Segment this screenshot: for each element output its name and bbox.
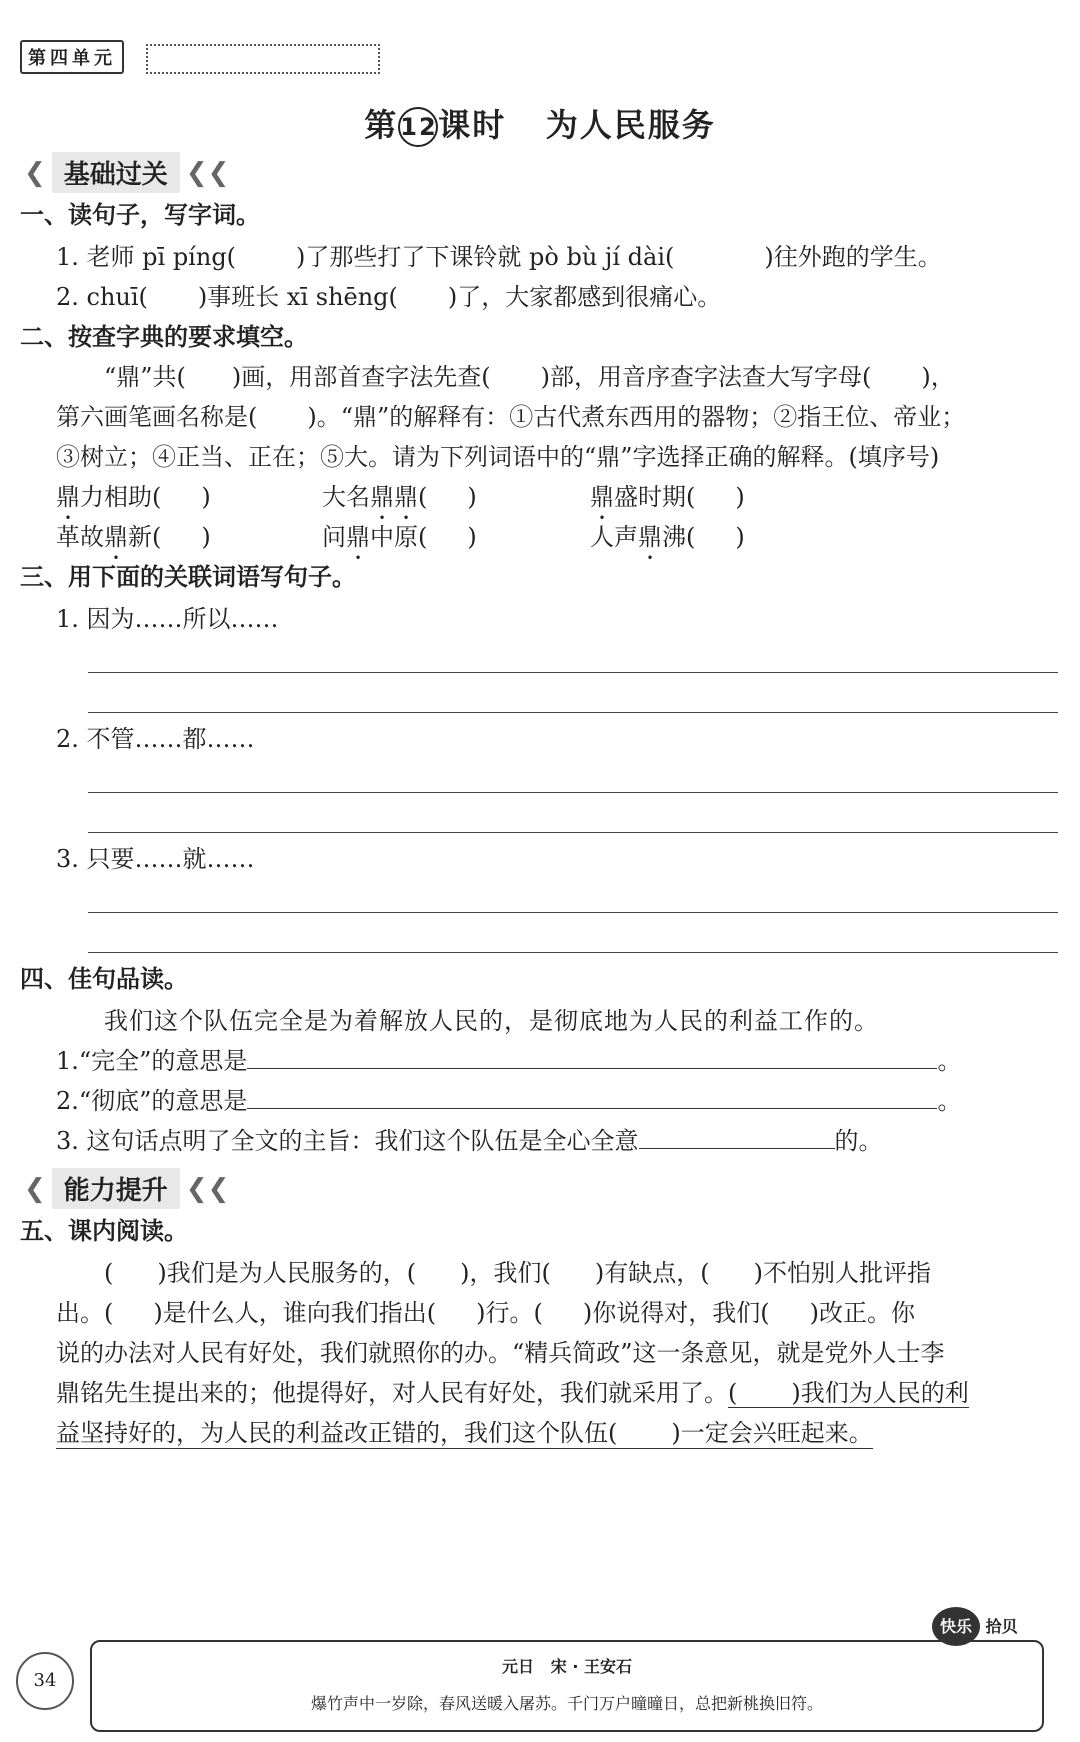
s5-line-2 <box>56 1298 915 1328</box>
word-char-ding: 鼎 <box>370 483 394 511</box>
paren-close: ) <box>467 523 477 551</box>
banner-basic <box>18 152 235 193</box>
banner-ability-label: 能力提升 <box>52 1168 180 1209</box>
s2-p1-b: )画，用部首查字法先查( <box>231 363 491 391</box>
paren-open: ( <box>418 523 428 551</box>
chevron-double-left-icon: ❮❮ <box>185 157 230 188</box>
poem-text: 爆竹声中一岁除，春风送暖入屠苏。千门万户曈曈日，总把新桃换旧符。 <box>310 1694 823 1713</box>
period: 。 <box>937 1087 962 1115</box>
word-ding-li-xiang-zhu <box>56 482 211 525</box>
section-2-heading: 二、按查字典的要求填空。 <box>20 323 308 351</box>
paren-close: ) <box>735 523 745 551</box>
page-number: 34 <box>16 1652 74 1710</box>
logo-main: 快乐 <box>932 1607 980 1646</box>
s4-q2-label: 2.“彻底”的意思是 <box>56 1087 248 1115</box>
word-char-ding: 鼎 <box>346 523 370 551</box>
s1-line-1 <box>56 242 942 272</box>
s4-q1-label: 1.“完全”的意思是 <box>56 1047 248 1075</box>
s2-p2-b: )。“鼎”的解释有：①古代煮东西用的器物；②指王位、帝业； <box>307 403 966 431</box>
section-4-heading: 四、佳句品读。 <box>20 965 188 993</box>
s4-q1 <box>56 1046 961 1076</box>
section-1-heading: 一、读句子，写字词。 <box>20 201 260 229</box>
poem-author: 宋 · 王安石 <box>550 1657 632 1676</box>
answer-line[interactable] <box>88 912 1058 913</box>
paren-open: ( <box>686 523 696 551</box>
paren-open: ( <box>686 483 696 511</box>
r4b: ( <box>728 1379 738 1407</box>
s3-q3: 3. 只要……就…… <box>56 845 255 873</box>
chevron-left-icon: ❮ <box>24 1173 46 1204</box>
word-char-ding: 鼎 <box>104 523 128 551</box>
answer-line[interactable] <box>88 952 1058 953</box>
word-rest: 盛时期 <box>614 483 686 511</box>
lesson-name: 为人民服务 <box>545 106 716 144</box>
s4-quote: 我们这个队伍完全是为着解放人民的，是彻底地为人民的利益工作的。 <box>104 1007 879 1035</box>
s2-p2-a: 第六画笔画名称是( <box>56 403 258 431</box>
word-head: 大名 <box>322 483 370 511</box>
banner-basic-label: 基础过关 <box>52 152 180 193</box>
answer-line[interactable] <box>88 672 1058 673</box>
s2-para-2 <box>56 402 965 432</box>
r4c: )我们为人民的利 <box>791 1379 969 1407</box>
word-char-ding: 鼎 <box>394 483 418 511</box>
word-ren-sheng-ding-fei <box>590 522 745 565</box>
r1a: ( <box>104 1259 114 1287</box>
s2-p1-c: )部，用音序查字法查大写字母( <box>540 363 872 391</box>
r1d: )有缺点，( <box>594 1259 710 1287</box>
r5b: )一定会兴旺起来。 <box>671 1419 873 1447</box>
paren-close: ) <box>201 523 211 551</box>
word-tail: 中原 <box>370 523 418 551</box>
word-wen-ding-zhong-yuan <box>322 522 477 565</box>
period: 。 <box>937 1047 962 1075</box>
s1-l1-part-b: )了那些打了下课铃就 pò bù jí dài( <box>296 243 675 271</box>
logo-sub: 拾贝 <box>985 1617 1018 1636</box>
r2b: )是什么人，谁向我们指出( <box>153 1299 437 1327</box>
brand-logo <box>932 1614 1018 1637</box>
banner-ability <box>18 1168 235 1209</box>
lesson-number-circle: 12 <box>398 107 438 147</box>
s1-l1-part-c: )往外跑的学生。 <box>764 243 942 271</box>
word-char-ding: 鼎 <box>590 483 614 511</box>
s1-l2-part-b: )事班长 xī shēng( <box>197 283 398 311</box>
title-suffix: 课时 <box>438 106 507 144</box>
chevron-double-left-icon: ❮❮ <box>185 1173 230 1204</box>
answer-line[interactable] <box>88 832 1058 833</box>
s5-line-4 <box>56 1378 969 1408</box>
title-prefix: 第 <box>364 106 399 144</box>
answer-blank[interactable] <box>247 1046 937 1069</box>
word-tail: 新 <box>128 523 152 551</box>
section-5-heading: 五、课内阅读。 <box>20 1217 188 1245</box>
unit-label: 第四单元 <box>20 40 124 74</box>
paren-close: ) <box>201 483 211 511</box>
s2-para-1 <box>104 362 955 392</box>
answer-line[interactable] <box>88 792 1058 793</box>
r5a: 益坚持好的，为人民的利益改正错的，我们这个队伍( <box>56 1419 618 1447</box>
s2-p1-d: )， <box>921 363 955 391</box>
s4-q3-label: 3. 这句话点明了全文的主旨：我们这个队伍是全心全意 <box>56 1127 639 1155</box>
paren-open: ( <box>152 483 162 511</box>
answer-line[interactable] <box>88 712 1058 713</box>
word-char-ding: 鼎 <box>638 523 662 551</box>
chevron-left-icon: ❮ <box>24 157 46 188</box>
word-tail: 沸 <box>662 523 686 551</box>
s3-q2: 2. 不管……都…… <box>56 725 255 753</box>
s5-line-1 <box>104 1258 931 1288</box>
section-3-heading: 三、用下面的关联词语写句子。 <box>20 563 356 591</box>
paren-open: ( <box>418 483 428 511</box>
word-char-ding: 鼎 <box>56 483 80 511</box>
poem-title: 元日 <box>502 1657 535 1676</box>
word-head: 人声 <box>590 523 638 551</box>
s4-q3-end: 的。 <box>834 1127 883 1155</box>
footer-poem-box <box>90 1640 1044 1732</box>
s5-line-3: 说的办法对人民有好处，我们就照你的办。“精兵简政”这一条意见，就是党外人士李 <box>56 1339 945 1367</box>
answer-blank[interactable] <box>639 1126 835 1149</box>
s4-q2 <box>56 1086 961 1116</box>
word-head: 问 <box>322 523 346 551</box>
unit-dotted-box <box>146 44 380 74</box>
word-ding-sheng-shi-qi <box>590 482 745 525</box>
page-title <box>0 100 1080 147</box>
s4-q3 <box>56 1126 883 1156</box>
word-da-ming-ding-ding <box>322 482 477 525</box>
r1b: )我们是为人民服务的，( <box>157 1259 417 1287</box>
s1-line-2 <box>56 282 721 312</box>
s3-q1: 1. 因为……所以…… <box>56 605 279 633</box>
r2c: )行。( <box>476 1299 543 1327</box>
r2a: 出。( <box>56 1299 114 1327</box>
word-rest: 力相助 <box>80 483 152 511</box>
s1-l2-part-a: 2. chuī( <box>56 283 148 311</box>
s1-l1-part-a: 1. 老师 pī píng( <box>56 243 237 271</box>
r2d: )你说得对，我们( <box>582 1299 770 1327</box>
answer-blank[interactable] <box>247 1086 937 1109</box>
s5-line-5 <box>56 1418 873 1449</box>
paren-open: ( <box>152 523 162 551</box>
s2-p1-a: “鼎”共( <box>104 363 186 391</box>
r1e: )不怕别人批评指 <box>753 1259 931 1287</box>
word-ge-gu-ding-xin <box>56 522 211 565</box>
underlined-sentence <box>728 1379 969 1408</box>
r4a: 鼎铭先生提出来的；他提得好，对人民有好处，我们就采用了。 <box>56 1379 728 1407</box>
s1-l2-part-c: )了，大家都感到很痛心。 <box>447 283 722 311</box>
paren-close: ) <box>467 483 477 511</box>
paren-close: ) <box>735 483 745 511</box>
r1c: )，我们( <box>460 1259 551 1287</box>
s2-para-3: ③树立；④正当、正在；⑤大。请为下列词语中的“鼎”字选择正确的解释。(填序号) <box>56 443 940 471</box>
poem-heading <box>92 1654 1042 1677</box>
r2e: )改正。你 <box>809 1299 915 1327</box>
word-head: 革故 <box>56 523 104 551</box>
